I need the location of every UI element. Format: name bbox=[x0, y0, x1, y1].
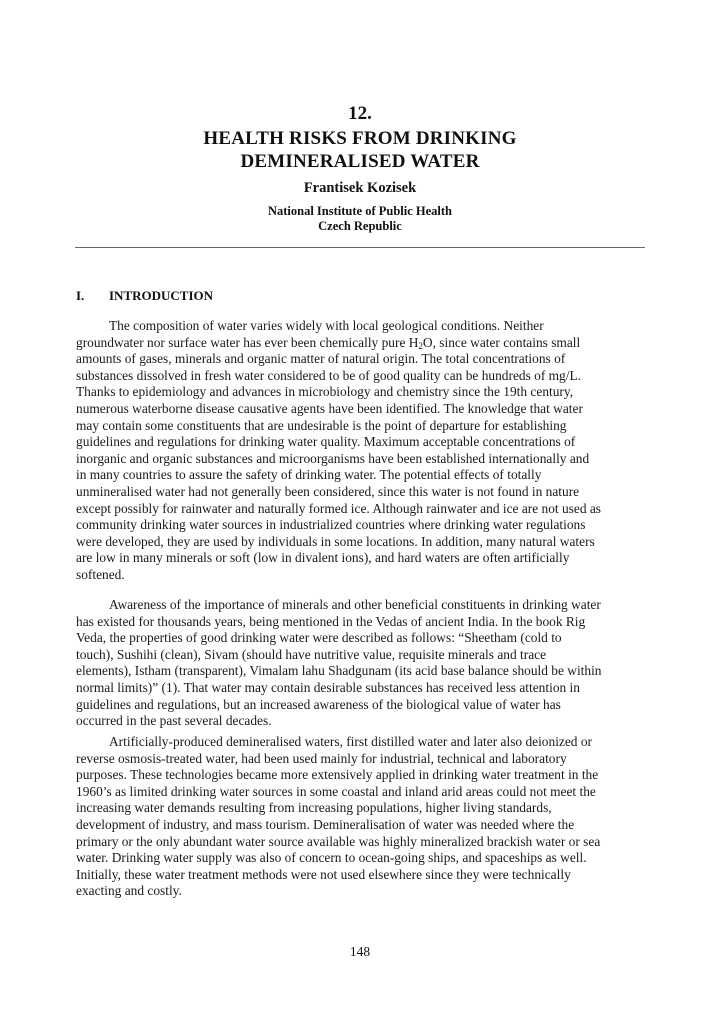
text-line: guidelines and regulations for drinking water quality. Maximum acceptable concentrations of bbox=[76, 434, 576, 450]
page-number: 148 bbox=[349, 944, 371, 959]
text-line: Veda, the properties of good drinking water were described as follows: “Sheetham (cold to bbox=[76, 630, 562, 646]
text-line: except possibly for rainwater and naturally formed ice. Although rainwater and ice are not used as bbox=[76, 500, 602, 516]
paragraph-1 bbox=[76, 318, 648, 584]
text-line: inorganic and organic substances and microorganisms have been established internationally and bbox=[76, 450, 590, 466]
text-line: Initially, these water treatment methods were not used elsewhere since they were technically bbox=[76, 866, 571, 882]
text-line: guidelines and regulations, but an increased awareness of the biological value of water has bbox=[76, 696, 561, 712]
text-line: The composition of water varies widely with local geological conditions. Neither bbox=[109, 318, 544, 333]
author-name: Frantisek Kozisek bbox=[303, 180, 417, 196]
text-line: development of industry, and mass tourism. Demineralisation of water was needed where the bbox=[76, 816, 575, 832]
header-divider bbox=[75, 247, 645, 248]
text-line: community drinking water sources in industrialized countries where drinking water regulations bbox=[76, 517, 586, 533]
section-title: INTRODUCTION bbox=[109, 288, 214, 303]
text-line: exacting and costly. bbox=[76, 883, 182, 899]
section-heading bbox=[76, 288, 213, 304]
text-line: elements), Istham (transparent), Vimalam lahu Shadgunam (its acid base balance should be within bbox=[76, 663, 602, 679]
text-line: has existed for thousands years, being mentioned in the Vedas of ancient India. In the book Rig bbox=[76, 613, 586, 629]
text-line: primary or the only abundant water source available was highly mineralized brackish water or sea bbox=[76, 833, 601, 849]
text-line: touch), Sushihi (clean), Sivam (should have nutritive value, requisite minerals and trace bbox=[76, 646, 547, 662]
subscript: 2 bbox=[418, 340, 423, 351]
text-line: were developed, they are used by individuals in some locations. In addition, many natural waters bbox=[76, 533, 595, 549]
text-fragment: groundwater nor surface water has ever been chemically pure H bbox=[76, 334, 419, 350]
text-line: unmineralised water had not generally been considered, since this water is not found in nature bbox=[76, 483, 580, 499]
text-line: substances dissolved in fresh water considered to be of good quality can be hundreds of mg/L. bbox=[76, 367, 581, 383]
text-line: Awareness of the importance of minerals and other beneficial constituents in drinking water bbox=[109, 597, 601, 612]
text-fragment: O, since water contains small bbox=[422, 334, 581, 350]
text-line: amounts of gases, minerals and organic matter of natural origin. The total concentrations of bbox=[76, 351, 566, 367]
section-number: I. bbox=[76, 288, 85, 303]
chapter-title-line-2: DEMINERALISED WATER bbox=[240, 151, 480, 172]
text-line: are low in many minerals or soft (low in divalent ions), and hard waters are often artificially bbox=[76, 550, 570, 566]
text-line: reverse osmosis-treated water, had been used mainly for industrial, technical and laboratory bbox=[76, 750, 567, 766]
text-line: in many countries to assure the safety of drinking water. The potential effects of totally bbox=[76, 467, 542, 483]
text-line: Thanks to epidemiology and advances in microbiology and chemistry since the 19th century, bbox=[76, 384, 574, 400]
text-line: water. Drinking water supply was also of concern to ocean-going ships, and spaceships as well. bbox=[76, 850, 587, 866]
text-line: Artificially-produced demineralised waters, first distilled water and later also deionized or bbox=[109, 734, 593, 749]
text-line: purposes. These technologies became more extensively applied in drinking water treatment in the bbox=[76, 767, 599, 783]
text-line: 1960’s as limited drinking water sources in some coastal and inland arid areas could not meet the bbox=[76, 783, 596, 799]
text-line: increasing water demands resulting from increasing populations, higher living standards, bbox=[76, 800, 552, 816]
text-line: normal limits)” (1). That water may contain desirable substances has received less attention in bbox=[76, 679, 580, 695]
text-line bbox=[76, 335, 648, 352]
text-line: may contain some constituents that are undesirable is the point of departure for establishing bbox=[76, 417, 567, 433]
text-line: occurred in the past several decades. bbox=[76, 713, 272, 729]
affiliation-country: Czech Republic bbox=[318, 219, 402, 233]
chapter-number: 12. bbox=[348, 103, 372, 124]
paragraph-3 bbox=[76, 734, 648, 900]
text-line: numerous waterborne disease causative agents have been identified. The knowledge that water bbox=[76, 400, 583, 416]
chapter-title-line-1: HEALTH RISKS FROM DRINKING bbox=[203, 128, 517, 149]
text-line: softened. bbox=[76, 566, 125, 582]
affiliation-institute: National Institute of Public Health bbox=[267, 204, 453, 218]
paragraph-2 bbox=[76, 597, 648, 730]
